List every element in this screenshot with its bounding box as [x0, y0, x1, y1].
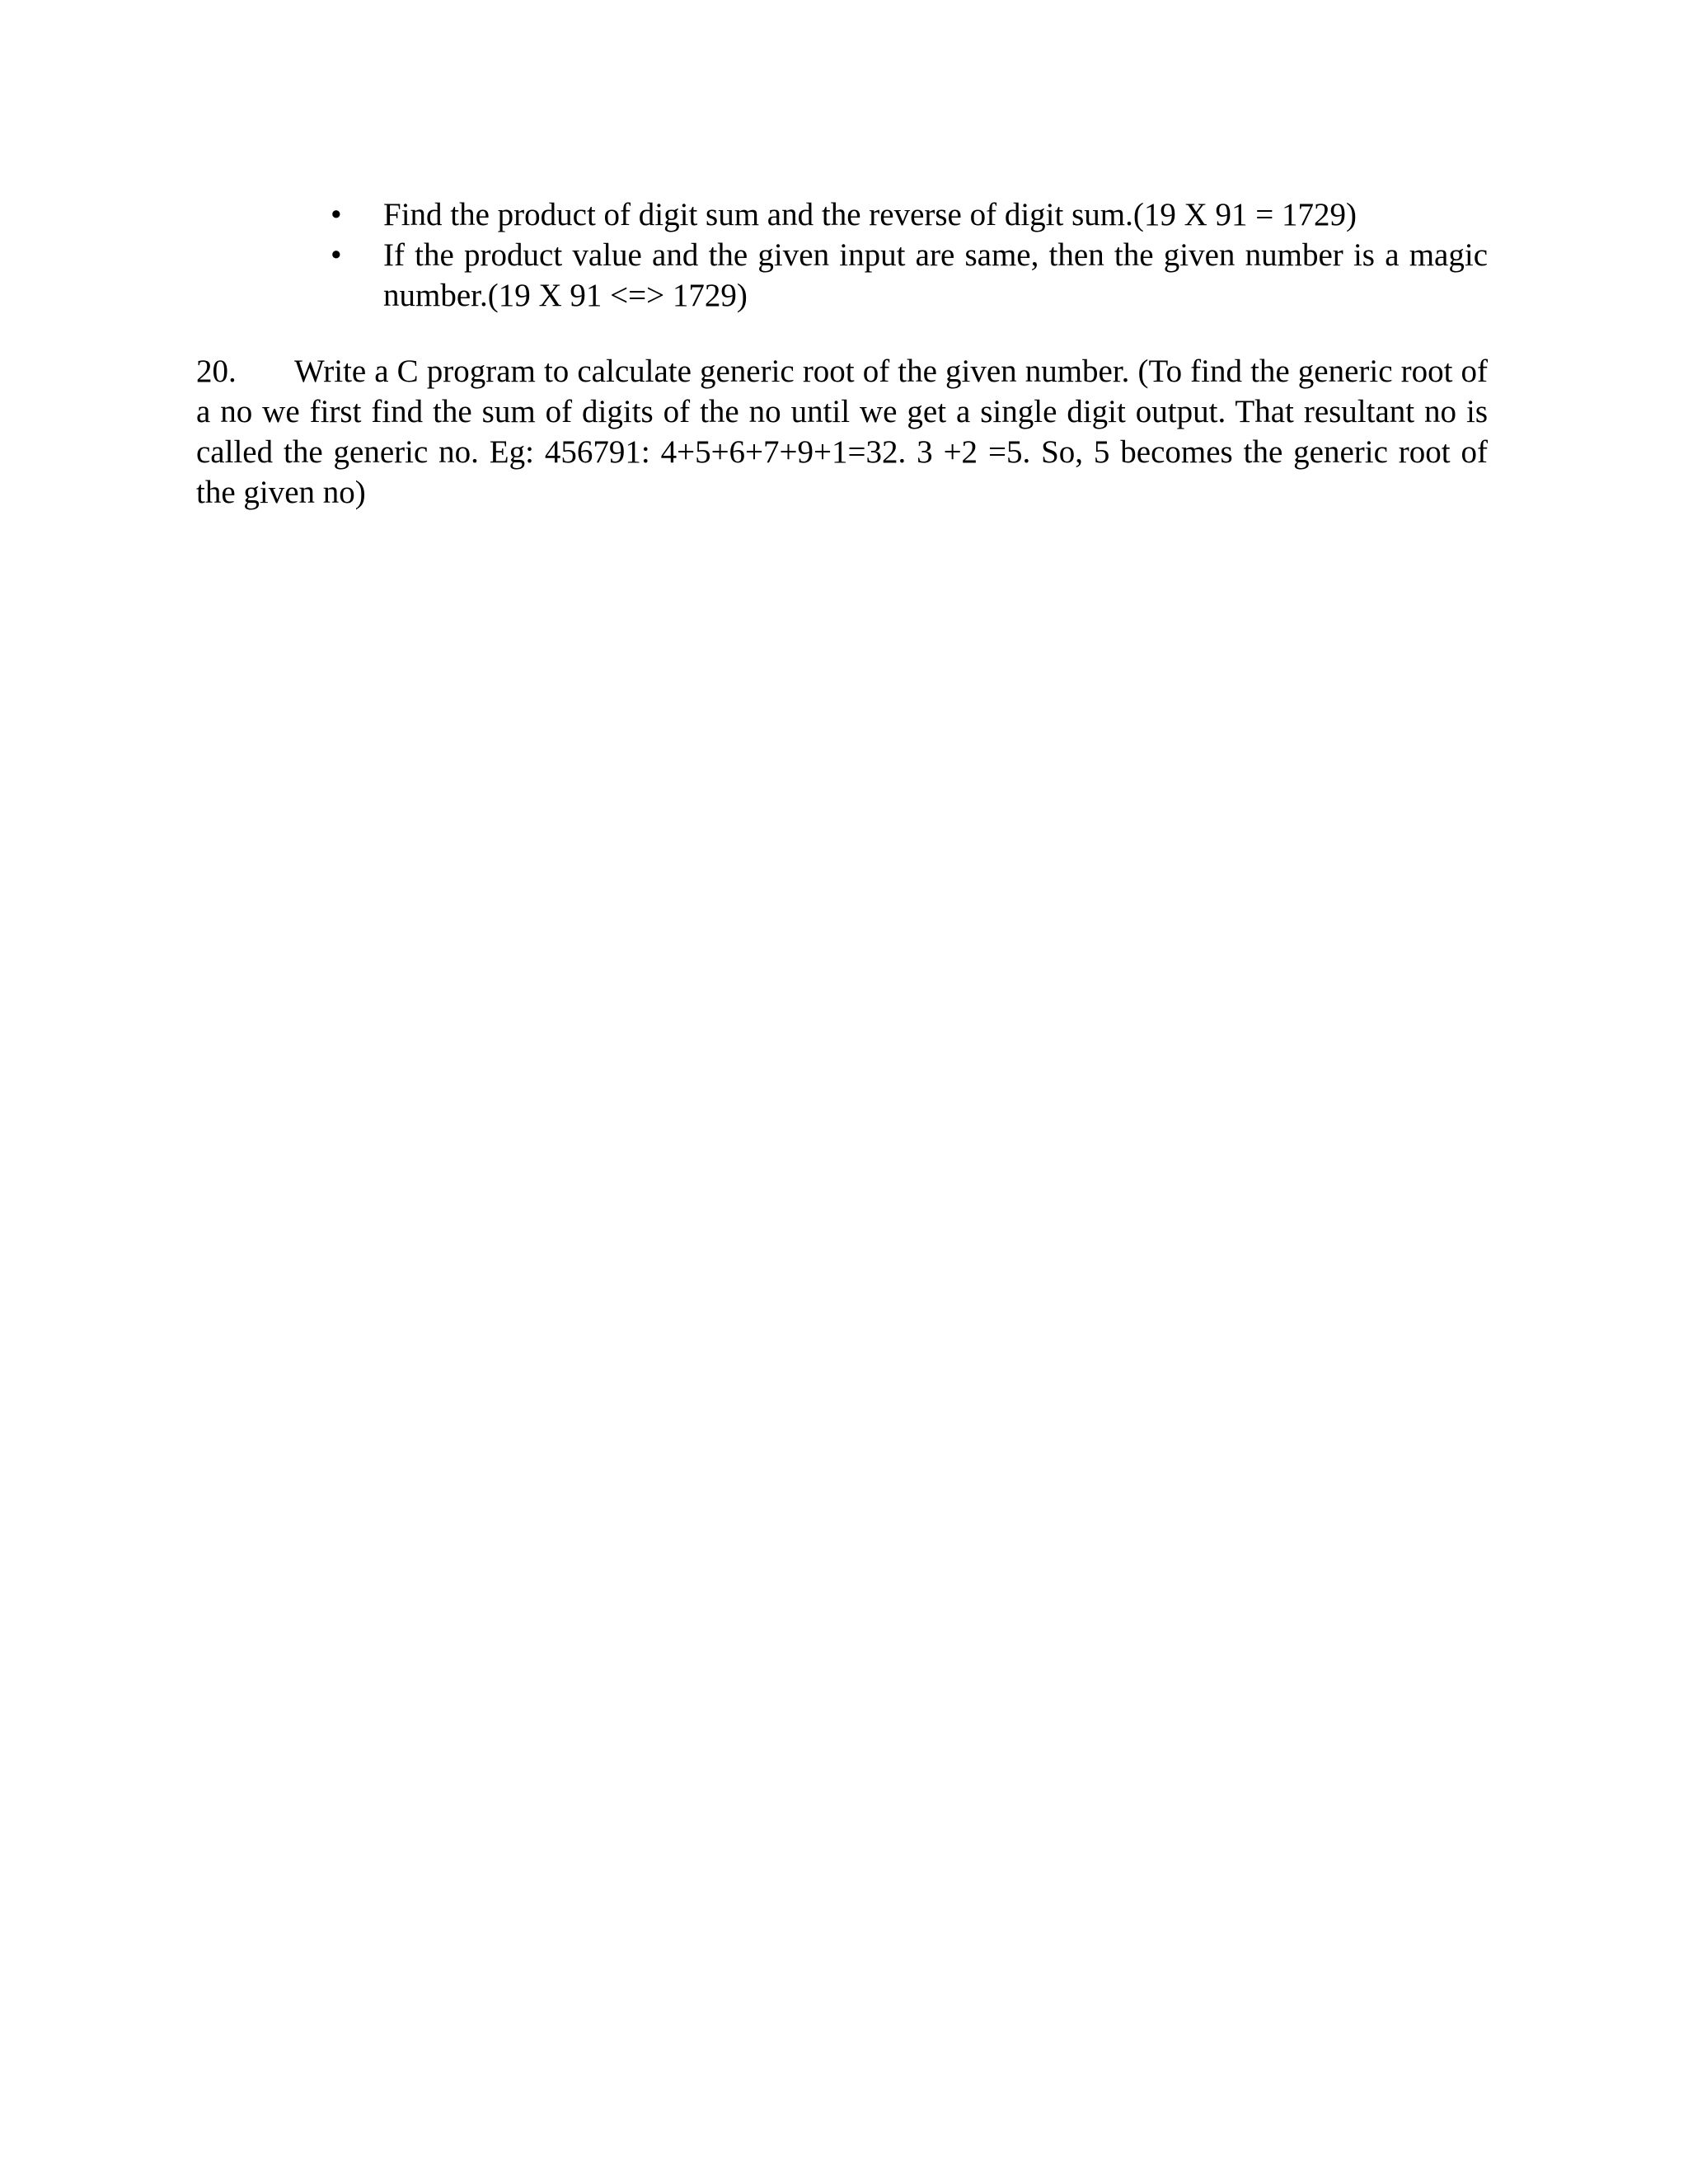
bullet-item-product: [317, 194, 1488, 235]
bullet-marker: •: [331, 237, 342, 273]
question-20: [196, 351, 1488, 513]
bullet-text: Find the product of digit sum and the reverse of digit sum.(19 X 91 = 1729): [383, 197, 1357, 232]
bullet-marker: •: [331, 197, 342, 232]
bullet-list: [317, 194, 1488, 316]
question-number: 20.: [196, 354, 237, 389]
bullet-item-magic-number: [317, 235, 1488, 316]
question-text: Write a C program to calculate generic root of the given number. (To find the generic root of a no we first find the sum of digits of the no until we get a single digit output. That resultant no is called the generic no. Eg: 456791: 4+5+6+7+9+1=32. 3 +2 =5. So, 5 becomes the generic root of the given no): [196, 354, 1488, 510]
bullet-text: If the product value and the given input are same, then the given number is a magic number.(19 X 91 <=> 1729): [383, 237, 1488, 313]
